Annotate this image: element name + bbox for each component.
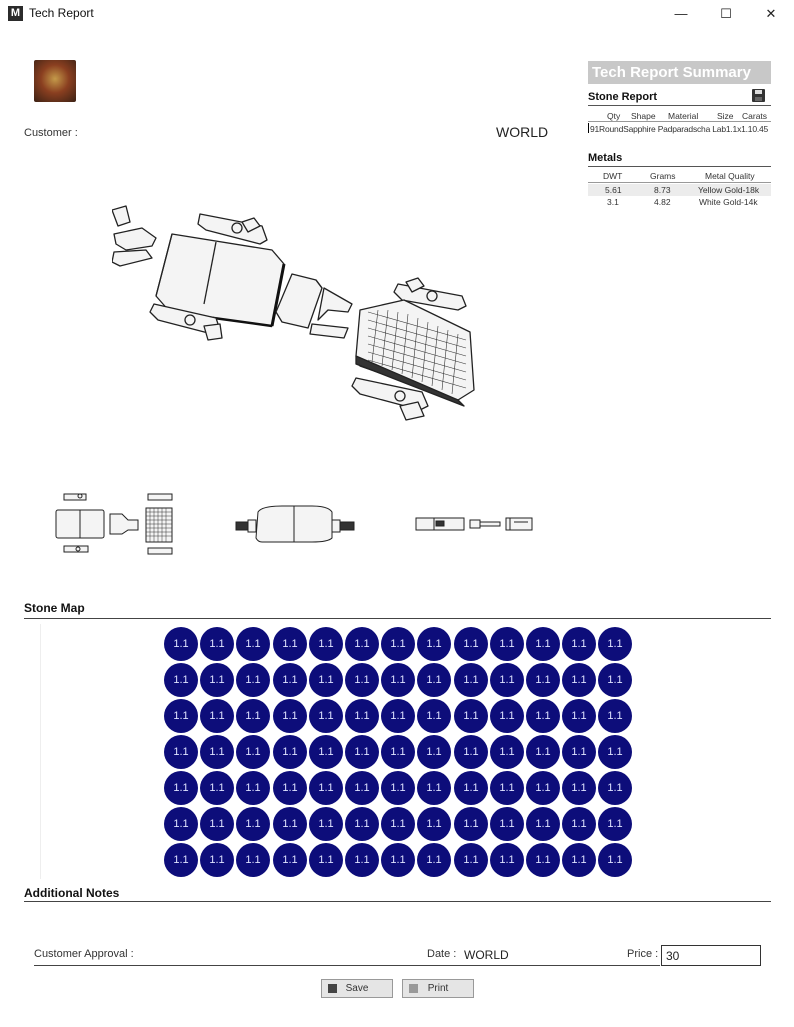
stone-marker[interactable]: 1.1 <box>490 843 524 877</box>
title-bar <box>0 0 794 28</box>
stone-marker[interactable]: 1.1 <box>273 663 307 697</box>
metal-grams-2: 4.82 <box>654 197 671 207</box>
date-label: Date : <box>427 948 457 960</box>
stone-row: 91RoundSapphire Padparadscha Lab1.1x1.10.45 <box>590 124 769 134</box>
stone-marker[interactable]: 1.1 <box>164 771 198 805</box>
stone-marker[interactable]: 1.1 <box>345 843 379 877</box>
stone-marker[interactable]: 1.1 <box>490 627 524 661</box>
date-value: WORLD <box>464 948 509 962</box>
stone-marker[interactable]: 1.1 <box>562 807 596 841</box>
stone-marker[interactable]: 1.1 <box>490 699 524 733</box>
stone-marker[interactable]: 1.1 <box>200 663 234 697</box>
print-button[interactable] <box>402 979 474 998</box>
stone-marker[interactable]: 1.1 <box>236 699 270 733</box>
stone-marker[interactable]: 1.1 <box>164 627 198 661</box>
stone-marker[interactable]: 1.1 <box>598 627 632 661</box>
stone-marker[interactable]: 1.1 <box>309 771 343 805</box>
stone-marker[interactable]: 1.1 <box>490 807 524 841</box>
stone-marker[interactable]: 1.1 <box>598 771 632 805</box>
col-shape: Shape <box>631 111 656 121</box>
stone-marker[interactable]: 1.1 <box>273 843 307 877</box>
stone-marker[interactable]: 1.1 <box>273 807 307 841</box>
stone-marker[interactable]: 1.1 <box>598 735 632 769</box>
stone-marker[interactable]: 1.1 <box>345 699 379 733</box>
stone-marker[interactable]: 1.1 <box>598 807 632 841</box>
minimize-button[interactable]: — <box>674 6 688 21</box>
divider <box>588 121 771 122</box>
stone-marker[interactable]: 1.1 <box>236 663 270 697</box>
stone-marker[interactable]: 1.1 <box>381 771 415 805</box>
stone-marker[interactable]: 1.1 <box>236 735 270 769</box>
stone-marker[interactable]: 1.1 <box>454 663 488 697</box>
stone-marker[interactable]: 1.1 <box>345 807 379 841</box>
stone-marker[interactable]: 1.1 <box>309 807 343 841</box>
stone-marker[interactable]: 1.1 <box>236 771 270 805</box>
save-icon <box>328 984 337 993</box>
stone-marker[interactable]: 1.1 <box>562 843 596 877</box>
stone-marker[interactable]: 1.1 <box>164 735 198 769</box>
col-material: Material <box>668 111 699 121</box>
stone-marker[interactable]: 1.1 <box>417 735 451 769</box>
stone-marker[interactable]: 1.1 <box>273 771 307 805</box>
stone-marker[interactable]: 1.1 <box>381 699 415 733</box>
stone-marker[interactable]: 1.1 <box>164 663 198 697</box>
print-icon <box>409 984 418 993</box>
stone-marker[interactable]: 1.1 <box>598 699 632 733</box>
stone-marker[interactable]: 1.1 <box>417 663 451 697</box>
stone-marker[interactable]: 1.1 <box>417 771 451 805</box>
window-title: Tech Report <box>29 6 94 20</box>
metal-dwt-1: 5.61 <box>605 185 622 195</box>
stone-marker[interactable]: 1.1 <box>526 627 560 661</box>
price-label: Price : <box>627 948 659 960</box>
stone-marker[interactable]: 1.1 <box>526 807 560 841</box>
stone-marker[interactable]: 1.1 <box>381 735 415 769</box>
col-metal-quality: Metal Quality <box>705 171 755 181</box>
stone-marker[interactable]: 1.1 <box>381 663 415 697</box>
signature-line <box>34 965 660 966</box>
divider <box>24 901 771 902</box>
divider <box>24 618 771 619</box>
metal-quality-2: White Gold-14k <box>699 197 758 207</box>
stone-report-title: Stone Report <box>588 91 658 103</box>
stone-marker[interactable]: 1.1 <box>598 843 632 877</box>
divider <box>588 182 771 183</box>
top-view-drawing <box>52 490 176 558</box>
customer-label: Customer : <box>24 127 78 139</box>
stone-marker[interactable]: 1.1 <box>490 735 524 769</box>
maximize-button[interactable]: ☐ <box>720 6 732 21</box>
stone-marker[interactable]: 1.1 <box>273 699 307 733</box>
stone-marker[interactable]: 1.1 <box>526 843 560 877</box>
close-button[interactable]: ✕ <box>765 6 777 21</box>
stone-map-grid <box>164 627 634 879</box>
additional-notes-title: Additional Notes <box>24 886 120 900</box>
app-logo-icon: M <box>8 6 23 21</box>
stone-marker[interactable]: 1.1 <box>200 771 234 805</box>
stone-marker[interactable]: 1.1 <box>454 843 488 877</box>
front-view-drawing <box>414 514 536 536</box>
stone-marker[interactable]: 1.1 <box>236 807 270 841</box>
stone-marker[interactable]: 1.1 <box>381 807 415 841</box>
row-cursor <box>588 123 589 133</box>
stone-marker[interactable]: 1.1 <box>345 771 379 805</box>
stone-marker[interactable]: 1.1 <box>309 627 343 661</box>
stone-marker[interactable]: 1.1 <box>526 735 560 769</box>
stone-marker[interactable]: 1.1 <box>236 627 270 661</box>
customer-approval-label: Customer Approval : <box>34 948 134 960</box>
stone-marker[interactable]: 1.1 <box>200 699 234 733</box>
stone-marker[interactable]: 1.1 <box>454 735 488 769</box>
summary-header: Tech Report Summary <box>588 61 771 84</box>
stone-marker[interactable]: 1.1 <box>454 807 488 841</box>
stone-marker[interactable]: 1.1 <box>562 663 596 697</box>
save-button-label: Save <box>345 983 369 994</box>
stone-marker[interactable]: 1.1 <box>562 627 596 661</box>
stone-marker[interactable]: 1.1 <box>562 771 596 805</box>
col-carats: Carats <box>742 111 768 121</box>
price-input[interactable] <box>661 945 761 966</box>
print-button-label: Print <box>427 983 449 994</box>
stone-map-title: Stone Map <box>24 601 85 615</box>
metal-quality-1: Yellow Gold-18k <box>698 185 760 195</box>
stone-marker[interactable]: 1.1 <box>417 699 451 733</box>
stone-marker[interactable]: 1.1 <box>454 771 488 805</box>
side-view-drawing <box>232 502 358 544</box>
col-qty: Qty <box>607 111 621 121</box>
stone-marker[interactable]: 1.1 <box>200 627 234 661</box>
stone-marker[interactable]: 1.1 <box>526 663 560 697</box>
metal-dwt-2: 3.1 <box>607 197 619 207</box>
stone-marker[interactable]: 1.1 <box>381 843 415 877</box>
divider <box>588 105 771 106</box>
metal-grams-1: 8.73 <box>654 185 671 195</box>
stone-marker[interactable]: 1.1 <box>345 735 379 769</box>
stone-marker[interactable]: 1.1 <box>490 663 524 697</box>
stone-marker[interactable]: 1.1 <box>273 735 307 769</box>
stone-marker[interactable]: 1.1 <box>309 843 343 877</box>
stone-marker[interactable]: 1.1 <box>200 807 234 841</box>
stone-marker[interactable]: 1.1 <box>309 699 343 733</box>
stone-marker[interactable]: 1.1 <box>562 735 596 769</box>
company-logo <box>34 60 76 102</box>
col-grams: Grams <box>650 171 676 181</box>
stone-marker[interactable]: 1.1 <box>309 663 343 697</box>
stone-marker[interactable]: 1.1 <box>417 627 451 661</box>
col-size: Size <box>717 111 734 121</box>
stone-marker[interactable]: 1.1 <box>345 627 379 661</box>
map-left-border <box>40 624 41 879</box>
stone-marker[interactable]: 1.1 <box>526 699 560 733</box>
stone-marker[interactable]: 1.1 <box>490 771 524 805</box>
stone-marker[interactable]: 1.1 <box>345 663 379 697</box>
col-dwt: DWT <box>603 171 623 181</box>
stone-marker[interactable]: 1.1 <box>200 735 234 769</box>
save-report-icon[interactable] <box>752 89 765 102</box>
stone-marker[interactable]: 1.1 <box>200 843 234 877</box>
stone-marker[interactable]: 1.1 <box>309 735 343 769</box>
metals-title: Metals <box>588 152 623 164</box>
customer-value: WORLD <box>496 124 549 140</box>
stone-marker[interactable]: 1.1 <box>526 771 560 805</box>
stone-marker[interactable]: 1.1 <box>454 627 488 661</box>
stone-marker[interactable]: 1.1 <box>164 843 198 877</box>
exploded-view-drawing <box>112 200 482 430</box>
stone-marker[interactable]: 1.1 <box>236 843 270 877</box>
stone-marker[interactable]: 1.1 <box>417 807 451 841</box>
stone-marker[interactable]: 1.1 <box>454 699 488 733</box>
stone-marker[interactable]: 1.1 <box>273 627 307 661</box>
stone-marker[interactable]: 1.1 <box>381 627 415 661</box>
stone-marker[interactable]: 1.1 <box>598 663 632 697</box>
divider <box>588 166 771 167</box>
stone-marker[interactable]: 1.1 <box>164 807 198 841</box>
stone-marker[interactable]: 1.1 <box>562 699 596 733</box>
save-button[interactable] <box>321 979 393 998</box>
stone-marker[interactable]: 1.1 <box>164 699 198 733</box>
stone-marker[interactable]: 1.1 <box>417 843 451 877</box>
